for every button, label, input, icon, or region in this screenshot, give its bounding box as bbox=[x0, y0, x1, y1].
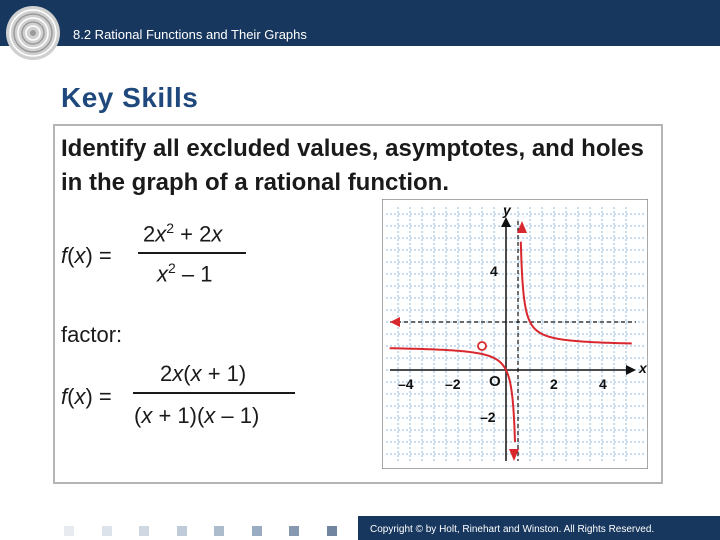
copyright-text: Copyright © by Holt, Rinehart and Winston. All Rights Reserved. bbox=[370, 524, 655, 535]
origin-label: O bbox=[489, 373, 501, 390]
deco-square bbox=[252, 526, 262, 536]
x-axis-label: x bbox=[639, 360, 647, 376]
x-tick-label: –4 bbox=[398, 376, 414, 392]
deco-square bbox=[214, 526, 224, 536]
formula2-fraction-bar bbox=[133, 392, 295, 394]
deco-square bbox=[64, 526, 74, 536]
deco-square bbox=[102, 526, 112, 536]
y-tick-label: –2 bbox=[480, 409, 496, 425]
formula2-lhs: f(x) = bbox=[61, 384, 112, 409]
factor-label: factor: bbox=[61, 322, 123, 347]
y-tick-label: 4 bbox=[490, 263, 498, 279]
deco-square bbox=[327, 526, 337, 536]
formula2-numerator: 2x(x + 1) bbox=[160, 361, 247, 386]
formula1-fraction-bar bbox=[138, 252, 246, 254]
x-tick-label: –2 bbox=[445, 376, 461, 392]
x-tick-label: 2 bbox=[550, 376, 558, 392]
rational-function-graph bbox=[382, 199, 648, 469]
instruction-text: Identify all excluded values, asymptotes, and holes in the graph of a rational function. bbox=[61, 135, 644, 196]
deco-square bbox=[289, 526, 299, 536]
deco-square bbox=[139, 526, 149, 536]
x-tick-label: 4 bbox=[599, 376, 607, 392]
footer-bar bbox=[358, 516, 720, 540]
deco-square bbox=[177, 526, 187, 536]
formula2-denominator: (x + 1)(x – 1) bbox=[134, 403, 260, 428]
hole-marker bbox=[478, 342, 486, 350]
section-title: Key Skills bbox=[61, 82, 199, 113]
formula1-lhs: f(x) = bbox=[61, 243, 112, 268]
y-axis-label: y bbox=[503, 202, 511, 218]
header-title: 8.2 Rational Functions and Their Graphs bbox=[73, 27, 307, 42]
formula1-numerator: $2x^2 + 2x$ bbox=[143, 220, 223, 247]
spiral-logo-icon bbox=[4, 4, 62, 62]
formula1-denominator: $x^2 - 1$ bbox=[157, 260, 213, 287]
